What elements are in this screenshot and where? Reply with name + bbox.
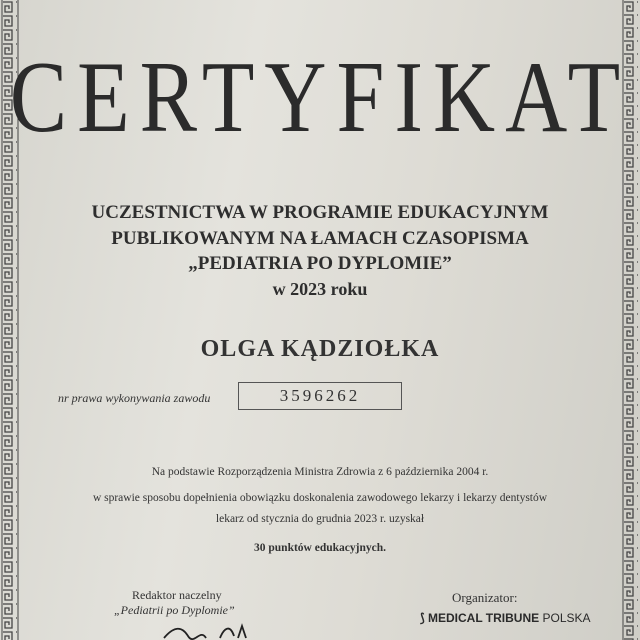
medical-tribune-logo-icon: ⟆ <box>420 611 429 625</box>
subtitle-line-2: PUBLIKOWANYM NA ŁAMACH CZASOPISMA <box>111 228 529 249</box>
organizer-name-bold: MEDICAL TRIBUNE <box>428 611 540 625</box>
subtitle-line-1: UCZESTNICTWA W PROGRAMIE EDUKACYJNYM <box>91 202 549 223</box>
organizer-label: Organizator: <box>452 590 518 605</box>
subtitle-line-4: w 2023 roku <box>272 279 368 299</box>
editor-journal: „Pediatrii po Dyplomie” <box>114 603 235 617</box>
certificate-title: CERTYFIKAT <box>9 40 631 154</box>
organizer-logo <box>420 611 591 625</box>
recipient-name: OLGA KĄDZIOŁKA <box>200 336 440 362</box>
license-label: nr prawa wykonywania zawodu <box>58 391 211 405</box>
license-number-box: 3596262 <box>238 382 402 410</box>
subtitle-line-3: „PEDIATRIA PO DYPLOMIE” <box>188 253 452 274</box>
editor-title: Redaktor naczelny <box>132 588 222 602</box>
body-line-2: w sprawie sposobu dopełnienia obowiązku doskonalenia zawodowego lekarzy i lekarzy dentystów <box>92 492 548 504</box>
body-line-1: Na podstawie Rozporządzenia Ministra Zdrowia z 6 października 2004 r. <box>151 466 489 478</box>
body-line-3: lekarz od stycznia do grudnia 2023 r. uzyskał <box>215 513 425 525</box>
points-earned: 30 punktów edukacyjnych. <box>254 542 386 554</box>
organizer-name-rest: POLSKA <box>542 611 591 625</box>
signature-scribble <box>160 622 260 640</box>
